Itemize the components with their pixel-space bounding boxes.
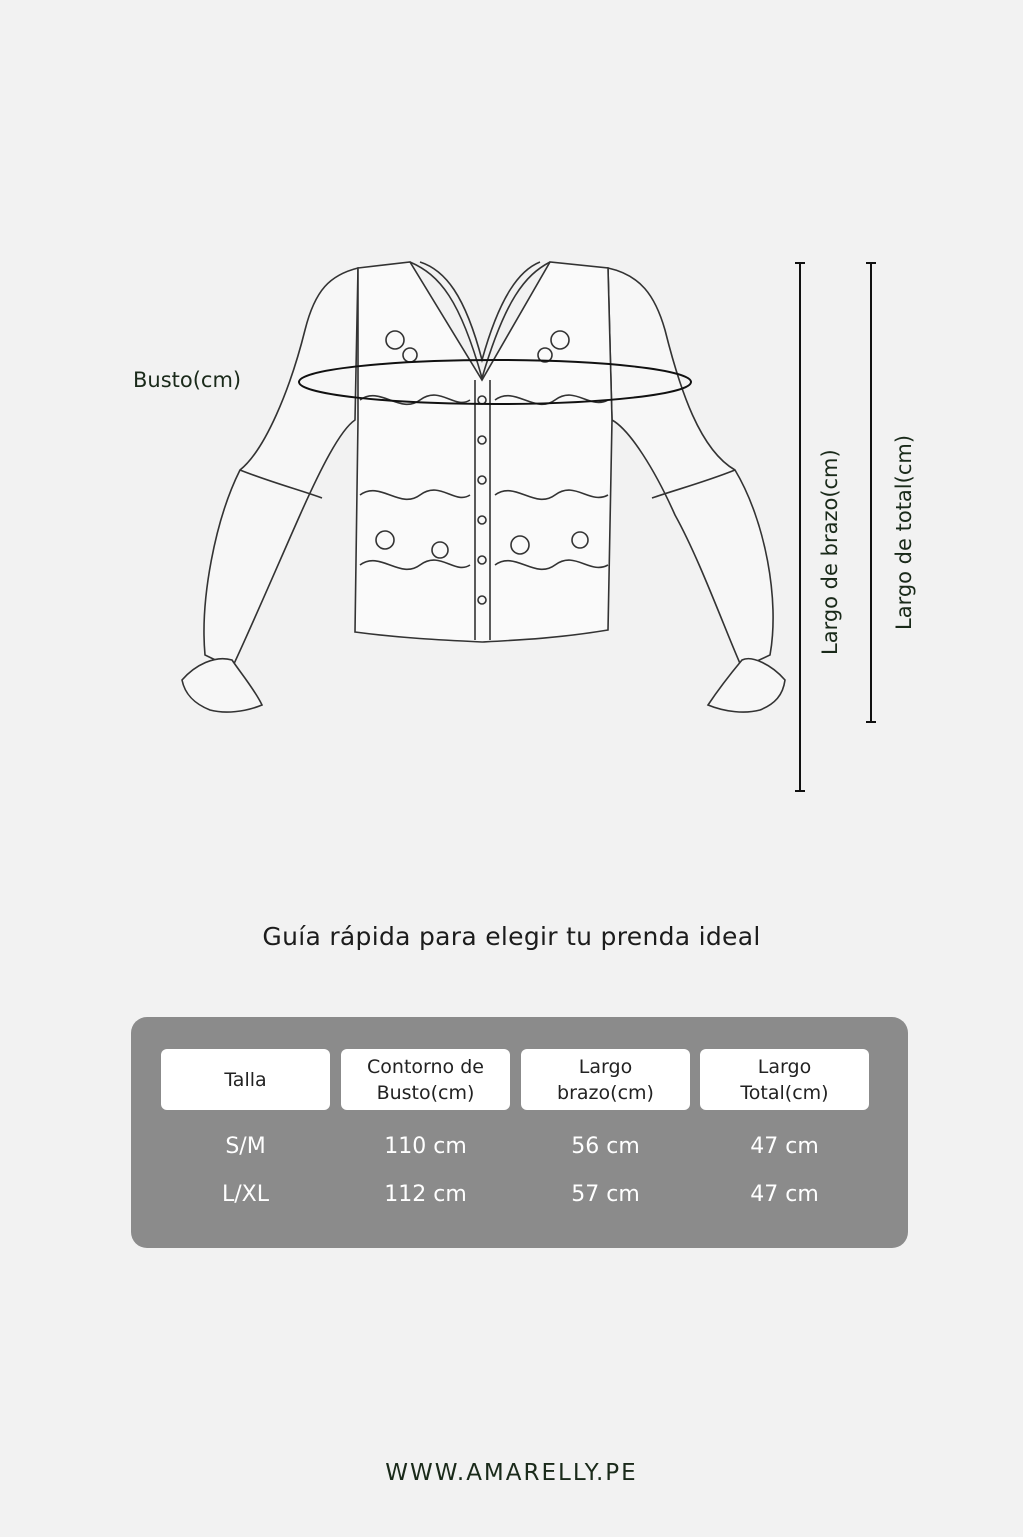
row1-arm-length: 56 cm xyxy=(571,1134,640,1159)
header-total-length-label: Largo Total(cm) xyxy=(740,1055,829,1104)
total-length-label: Largo de total(cm) xyxy=(892,434,916,630)
header-total-length xyxy=(700,1049,869,1110)
bust-label: Busto(cm) xyxy=(133,368,242,392)
header-bust-label: Contorno de Busto(cm) xyxy=(367,1055,484,1104)
row2-total-length: 47 cm xyxy=(750,1182,819,1207)
size-table xyxy=(131,1017,908,1248)
row1-size: S/M xyxy=(225,1134,266,1159)
arm-length-label: Largo de brazo(cm) xyxy=(818,449,842,655)
header-bust xyxy=(341,1049,510,1110)
row2-size: L/XL xyxy=(222,1182,269,1207)
header-size: Talla xyxy=(161,1049,330,1110)
row1-bust: 110 cm xyxy=(384,1134,467,1159)
header-arm-length xyxy=(521,1049,690,1110)
header-arm-length-label: Largo brazo(cm) xyxy=(557,1055,654,1104)
footer-url[interactable]: WWW.AMARELLY.PE xyxy=(385,1460,638,1486)
row1-total-length: 47 cm xyxy=(750,1134,819,1159)
guide-title: Guía rápida para elegir tu prenda ideal xyxy=(262,922,761,951)
row2-bust: 112 cm xyxy=(384,1182,467,1207)
row2-arm-length: 57 cm xyxy=(571,1182,640,1207)
